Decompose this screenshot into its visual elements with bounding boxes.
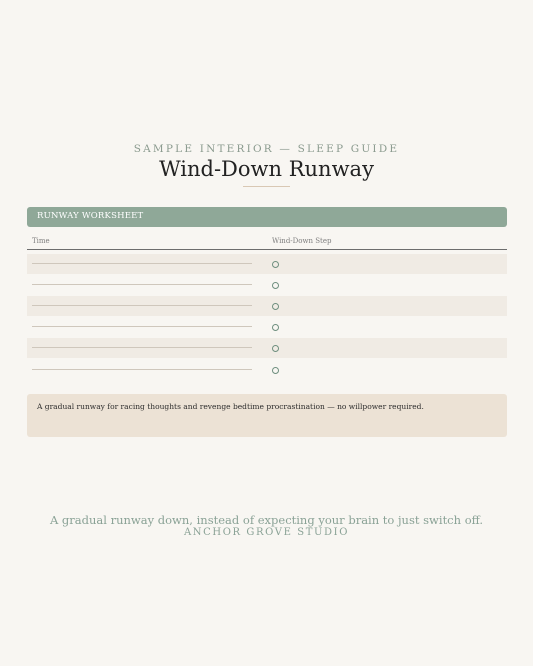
footer-tagline: A gradual runway down, instead of expecting your brain to just switch off. xyxy=(49,513,484,527)
time-write-line[interactable] xyxy=(32,369,252,370)
worksheet-row xyxy=(27,254,507,274)
time-write-line[interactable] xyxy=(32,263,252,264)
column-header-time: Time xyxy=(32,237,50,245)
step-checkbox-circle[interactable] xyxy=(272,367,279,374)
step-checkbox-circle[interactable] xyxy=(272,282,279,289)
step-checkbox-circle[interactable] xyxy=(272,303,279,310)
page-eyebrow: SAMPLE INTERIOR — SLEEP GUIDE xyxy=(133,143,400,155)
worksheet-row xyxy=(27,360,507,380)
worksheet-row xyxy=(27,296,507,316)
worksheet-row xyxy=(27,275,507,295)
worksheet-row xyxy=(27,338,507,358)
worksheet-heading: RUNWAY WORKSHEET xyxy=(37,211,144,221)
step-checkbox-circle[interactable] xyxy=(272,345,279,352)
header-rule xyxy=(27,249,507,250)
title-underline xyxy=(243,186,290,187)
time-write-line[interactable] xyxy=(32,326,252,327)
time-write-line[interactable] xyxy=(32,305,252,306)
note-text: A gradual runway for racing thoughts and revenge bedtime procrastination — no willpower required. xyxy=(37,402,424,411)
time-write-line[interactable] xyxy=(32,347,252,348)
footer-studio: ANCHOR GROVE STUDIO xyxy=(183,527,349,538)
worksheet-row xyxy=(27,317,507,337)
time-write-line[interactable] xyxy=(32,284,252,285)
page-title: Wind-Down Runway xyxy=(159,157,374,181)
note-box xyxy=(27,394,507,437)
column-header-step: Wind-Down Step xyxy=(272,237,332,245)
step-checkbox-circle[interactable] xyxy=(272,324,279,331)
step-checkbox-circle[interactable] xyxy=(272,261,279,268)
worksheet-header-bar xyxy=(27,207,507,227)
